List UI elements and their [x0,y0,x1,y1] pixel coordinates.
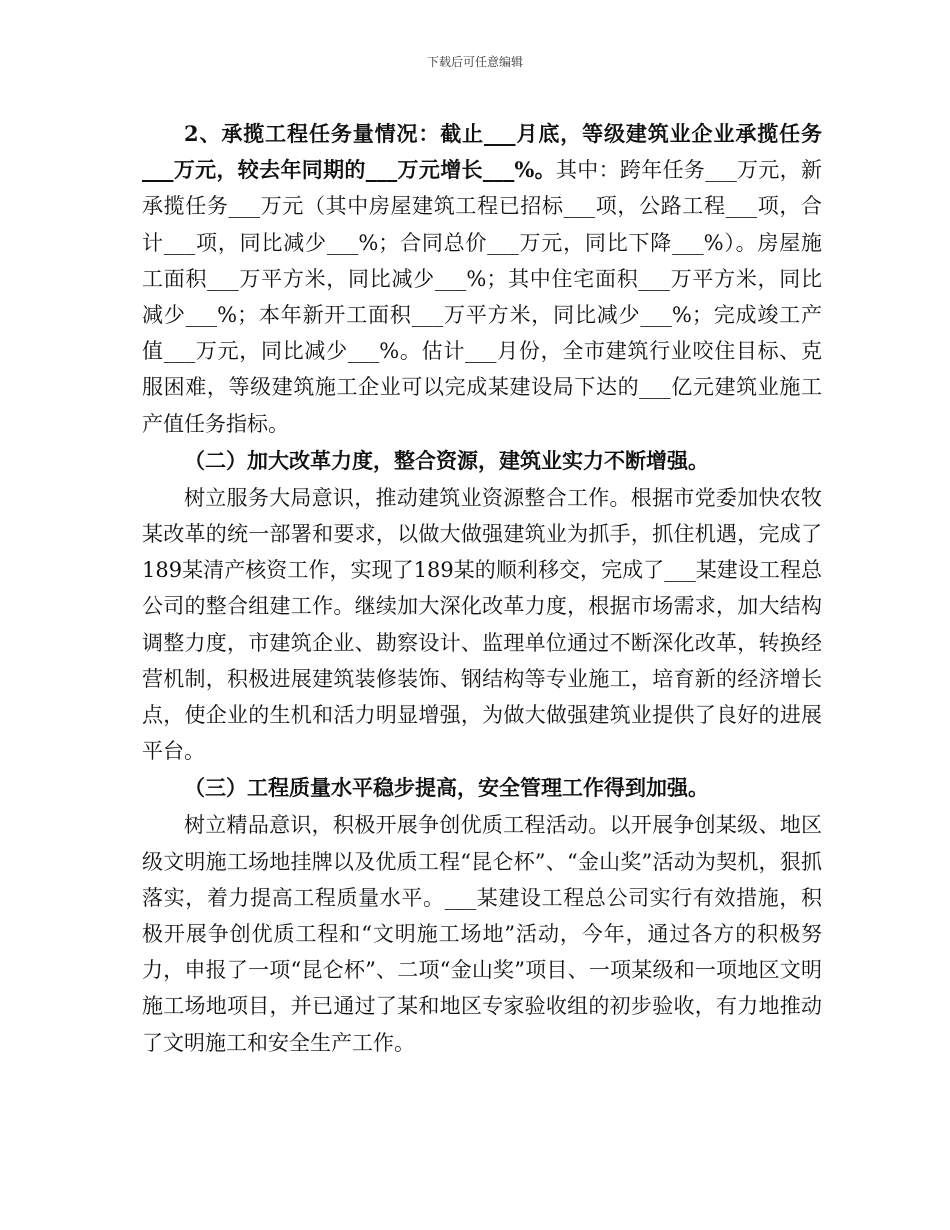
paragraph-reform: 树立服务大局意识，推动建筑业资源整合工作。根据市党委加快农牧某改革的统一部署和要求，以做大做强建筑业为抓手，抓住机遇，完成了189某清产核资工作，实现了189某的顺利移交，完成了___某建设工程总公司的整合组建工作。继续加大深化改革力度，根据市场需求，加大结构调整力度，市建筑企业、勘察设计、监理单位通过不断深化改革，转换经营机制，积极进展建筑装修装饰、钢结构等专业施工，培育新的经济增长点，使企业的生机和活力明显增强，为做大做强建筑业提供了良好的进展平台。 [142,485,822,764]
paragraph-quality: 树立精品意识，积极开展争创优质工程活动。以开展争创某级、地区级文明施工场地挂牌以及优质工程“昆仑杯”、“金山奖”活动为契机，狠抓落实，着力提高工程质量水平。___某建设工程总公司实行有效措施，积极开展争创优质工程和“文明施工场地”活动，今年，通过各方的积极努力，申报了一项“昆仑杯”、二项“金山奖”项目、一项某级和一项地区文明施工场地项目，并已通过了某和地区专家验收组的初步验收，有力地推动了文明施工和安全生产工作。 [142,813,822,1055]
paragraph-task-volume [142,116,822,442]
document-body [142,116,822,1061]
section-heading-reform: （二）加大改革力度，整合资源，建筑业实力不断增强。 [184,447,709,473]
paragraph-lead-bold: 2、承揽工程任务量情况：截止___月底，等级建筑业企业承揽任务___万元，较去年同期的___万元增长___%。 [142,121,822,183]
paragraph-body: 其中：跨年任务___万元，新承揽任务___万元（其中房屋建筑工程已招标___项，公路工程___项，合计___项，同比减少___%；合同总价___万元，同比下降___%）。房屋施工面积___万平方米，同比减少___%；其中住宅面积___万平方米，同比减少___%；本年新开工面积___万平方米，同比减少___%；完成竣工产值___万元，同比减少___%。估计___月份，全市建筑行业咬住目标、克服困难，等级建筑施工企业可以完成某建设局下达的___亿元建筑业施工产值任务指标。 [142,158,823,436]
section-heading-quality: （三）工程质量水平稳步提高，安全管理工作得到加强。 [184,775,709,801]
page-header: 下载后可任意编辑 [426,55,523,69]
